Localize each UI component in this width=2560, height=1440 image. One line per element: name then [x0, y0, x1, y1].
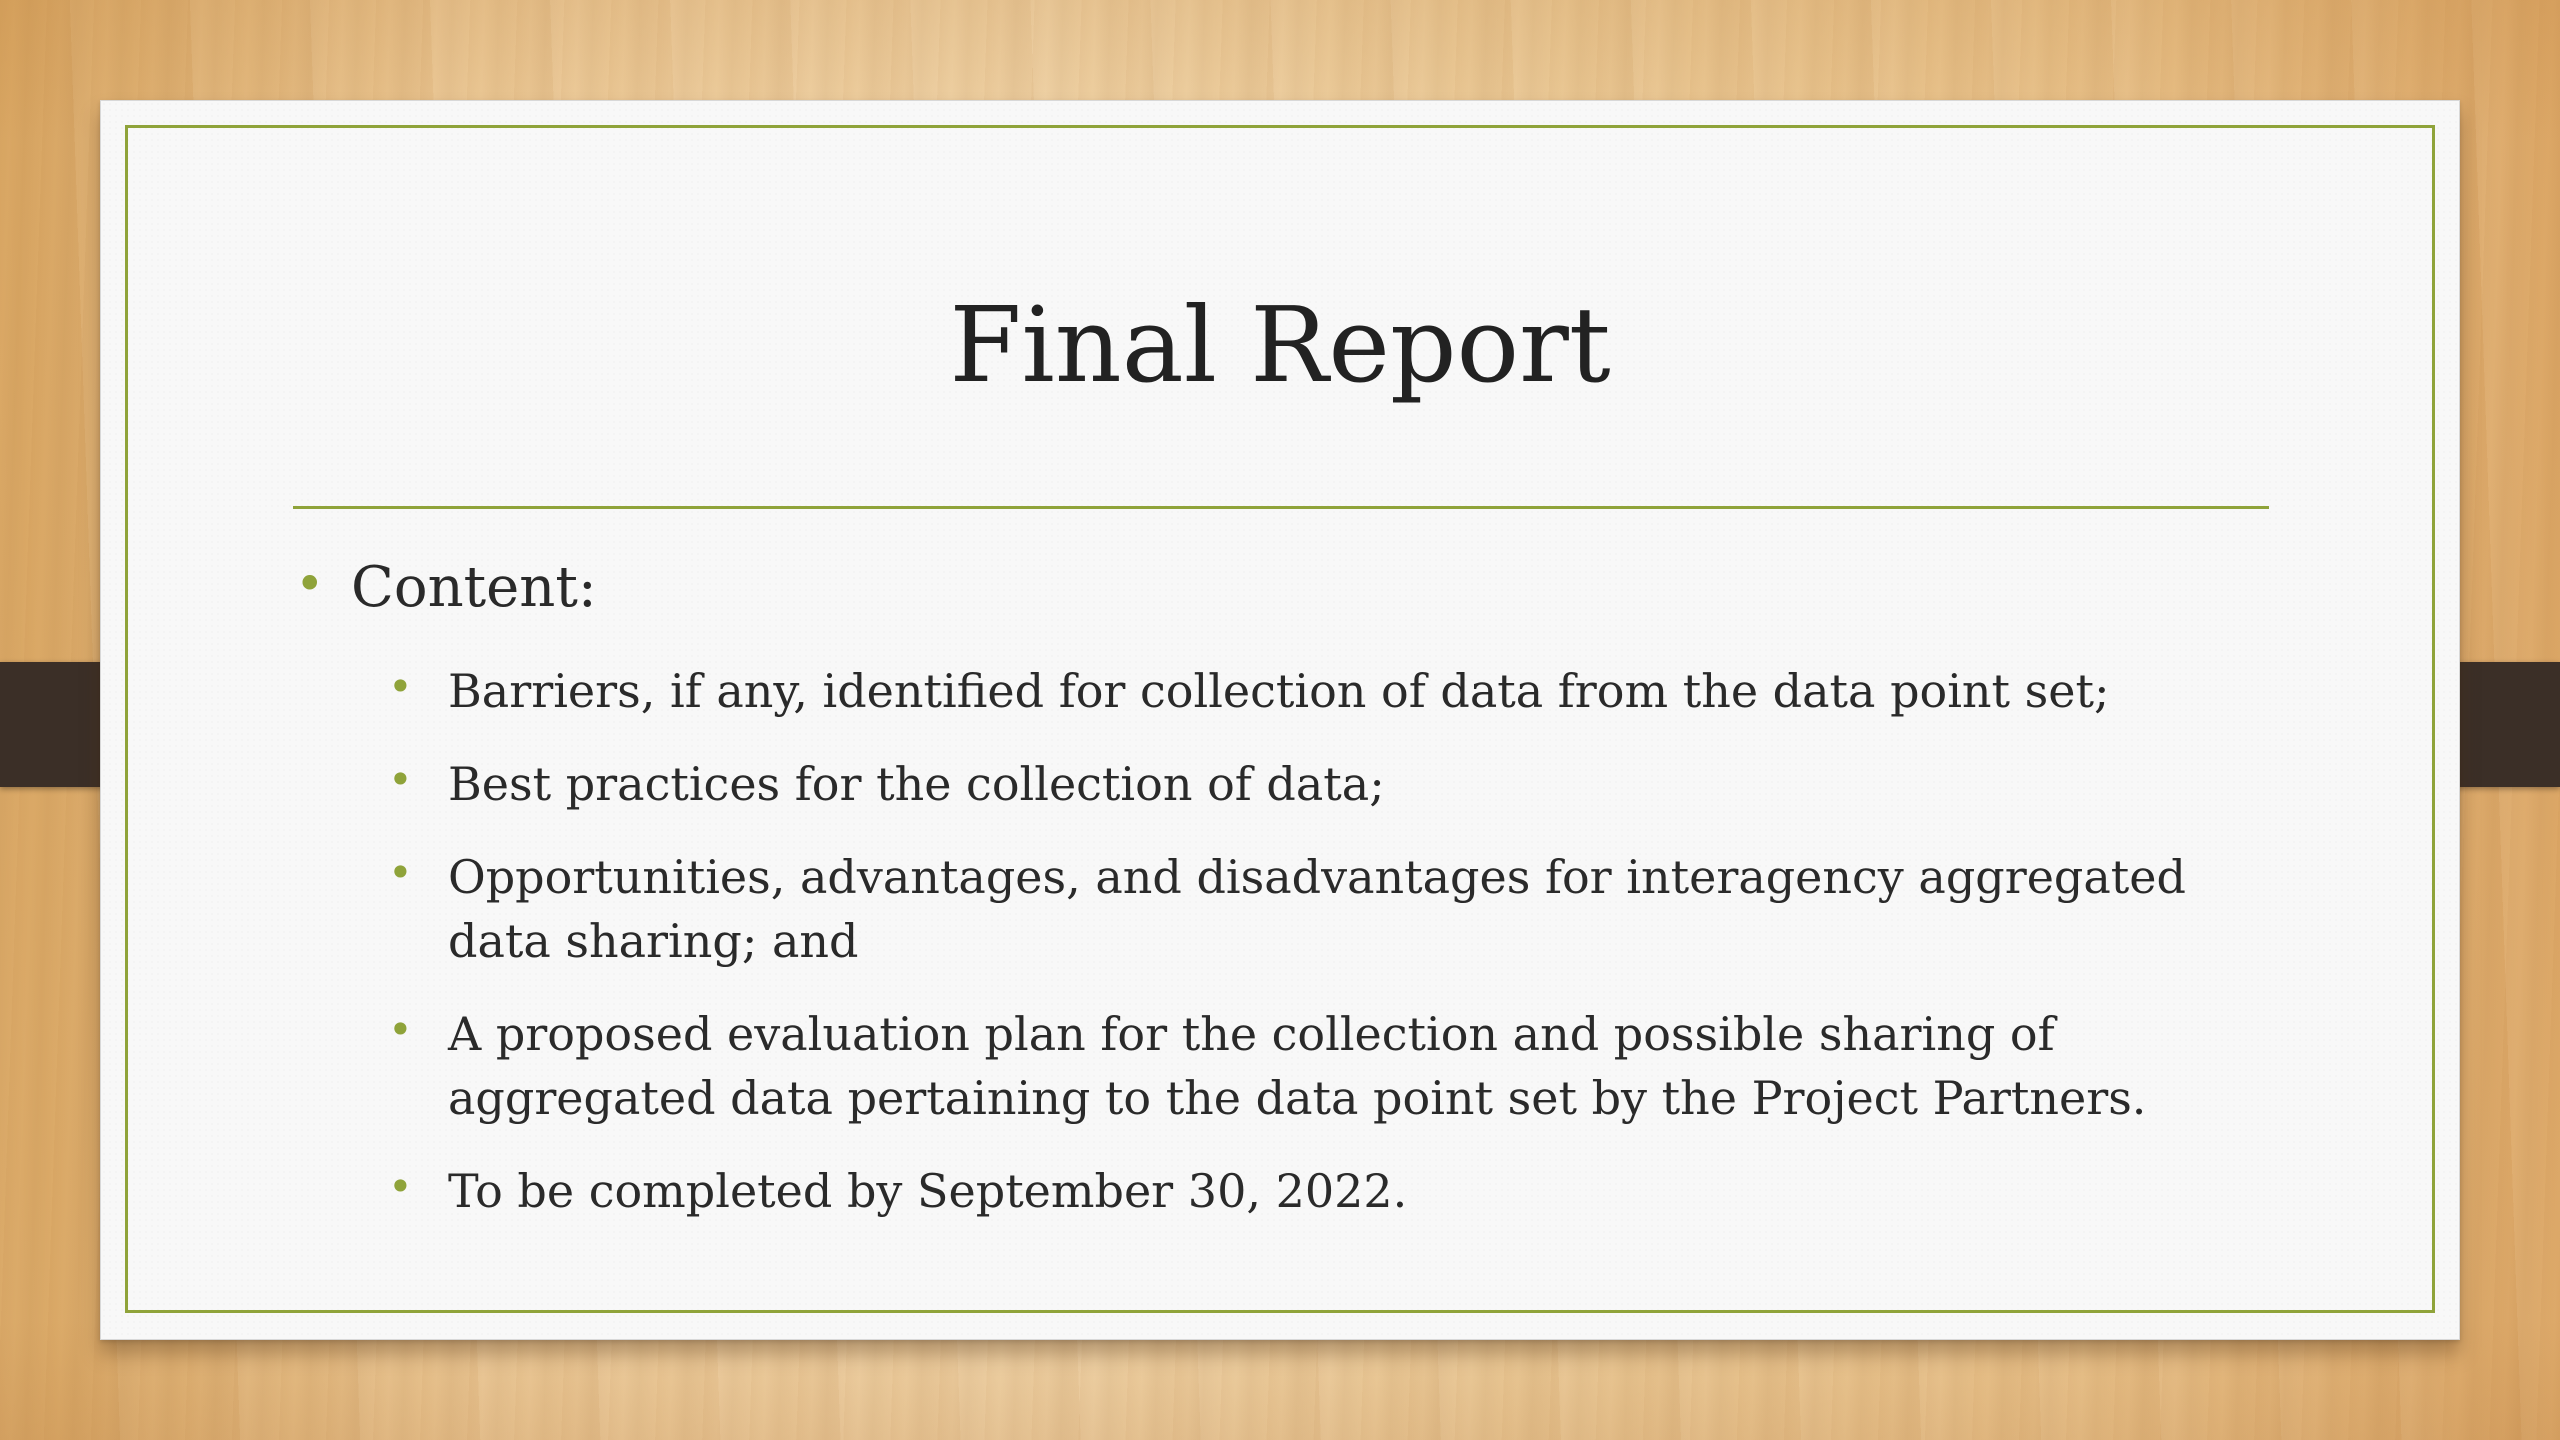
- list-item: [291, 845, 2248, 973]
- bullet-icon: •: [388, 1162, 413, 1211]
- list-item: [291, 752, 2248, 816]
- title-divider: [293, 506, 2269, 509]
- bullet-icon: •: [295, 555, 325, 613]
- list-item-text: A proposed evaluation plan for the collection and possible sharing of aggregated data pertaining to the data point set by the Project Partners.: [448, 1007, 2147, 1125]
- list-item: [291, 1002, 2248, 1130]
- slide-title: Final Report: [949, 284, 1611, 406]
- list-item-text: Opportunities, advantages, and disadvantages for interagency aggregated data sharing; and: [448, 850, 2186, 968]
- bullet-icon: •: [388, 1005, 413, 1054]
- list-item: [291, 1159, 2248, 1223]
- slide-body: [291, 546, 2291, 1223]
- content-heading: Content:: [351, 555, 597, 620]
- bullet-icon: •: [388, 848, 413, 897]
- list-item-text: Barriers, if any, identified for collection of data from the data point set;: [448, 664, 2110, 718]
- bullet-icon: •: [388, 755, 413, 804]
- list-item: [291, 659, 2248, 723]
- list-item-text: Best practices for the collection of data;: [448, 757, 1385, 811]
- slide-card: [100, 100, 2460, 1340]
- bullet-icon: •: [388, 662, 413, 711]
- list-item-text: To be completed by September 30, 2022.: [448, 1164, 1408, 1218]
- bullet-level1-content: [291, 546, 2291, 630]
